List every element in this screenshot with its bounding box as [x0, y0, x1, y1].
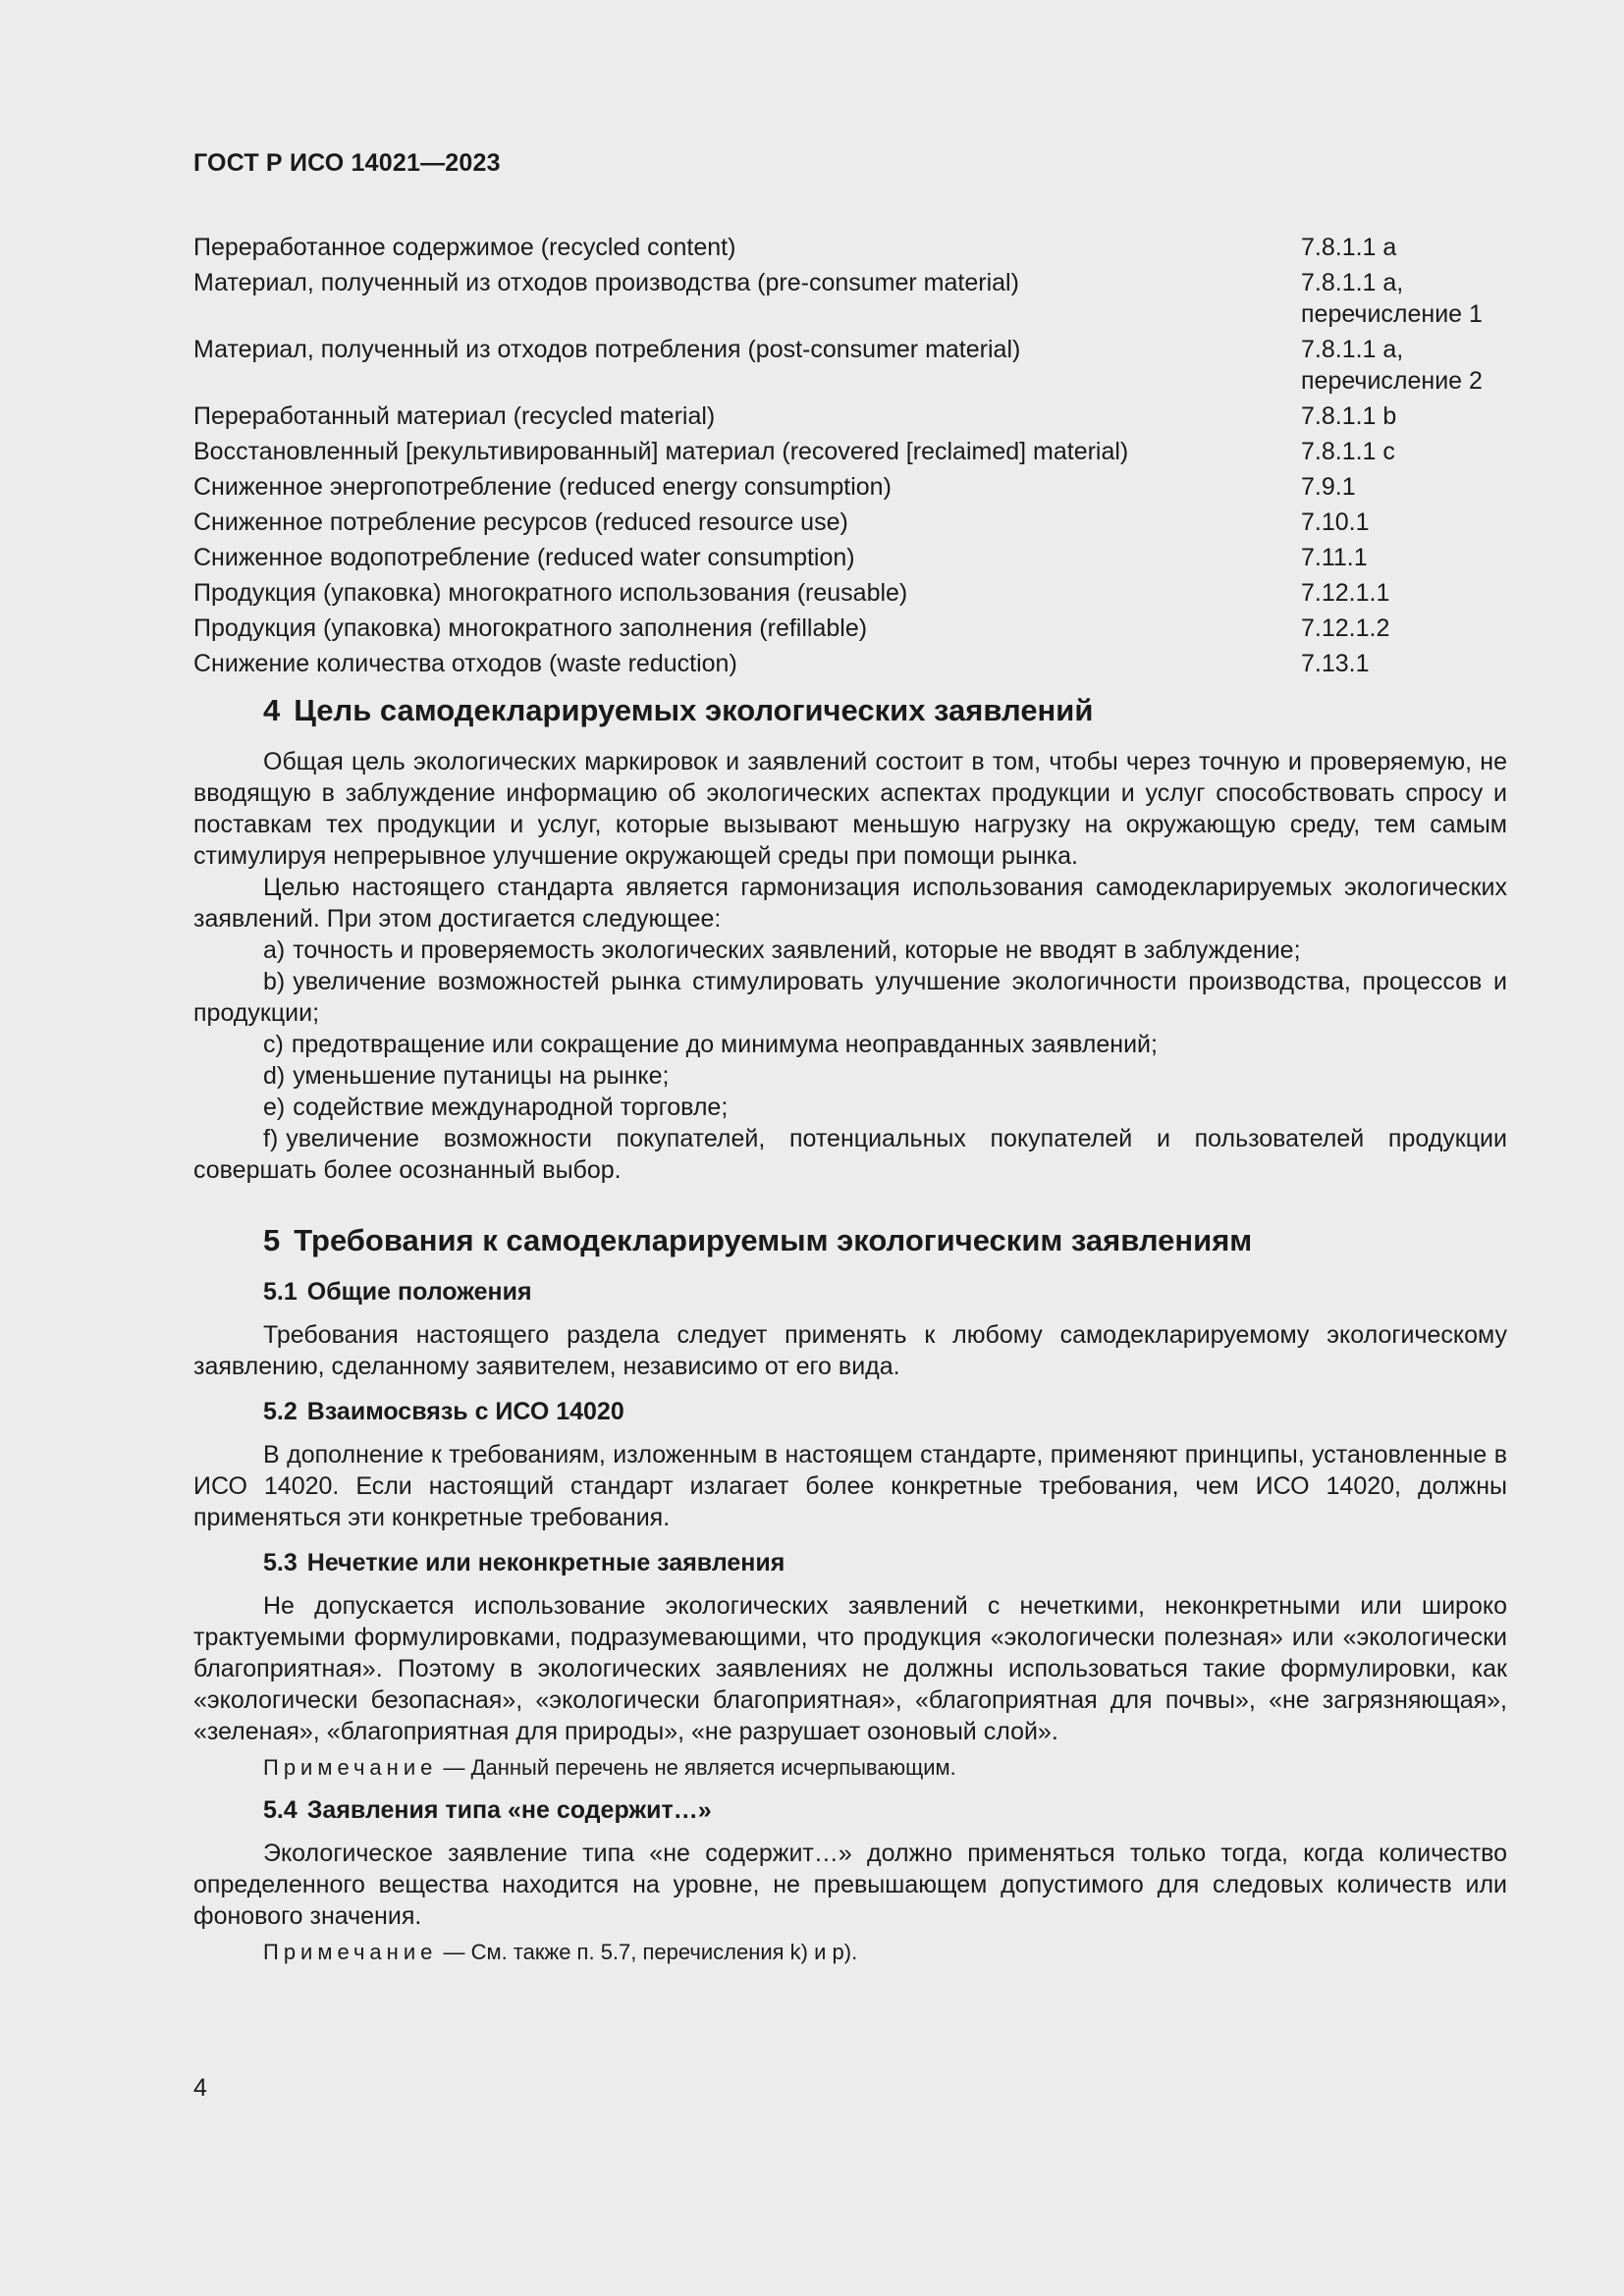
list-item: c) предотвращение или сокращение до минимума неоправданных заявлений; — [263, 1031, 1158, 1058]
index-term: Продукция (упаковка) многократного использования (reusable) — [193, 579, 908, 607]
index-ref: 7.8.1.1 a, перечисление 1 — [1301, 269, 1483, 328]
subsection-5-1-text: Требования настоящего раздела следует применять к любому самодекларируемому экологическому заявлению, сделанному заявителем, независимо от его вида. — [193, 1321, 1507, 1380]
section-4-paragraph: Общая цель экологических маркировок и заявлений состоит в том, чтобы через точную и проверяемую, не вводящую в заблуждение информацию об экологических аспектах продукции и услуг способствовать спросу и поставкам тех продукции и услуг, которые вызывают меньшую нагрузку на окружающую среду, тем самым стимулируя непрерывное улучшение окружающей среды при помощи рынка. — [193, 748, 1507, 870]
subsection-5-3-heading: 5.3 Нечеткие или неконкретные заявления — [263, 1549, 785, 1576]
index-ref: 7.8.1.1 c — [1301, 438, 1395, 465]
list-item: e) содействие международной торговле; — [263, 1094, 729, 1121]
subsection-5-1-heading: 5.1 Общие положения — [263, 1278, 532, 1306]
index-ref: 7.11.1 — [1301, 544, 1368, 571]
index-row — [193, 436, 1507, 467]
note: Примечание — Данный перечень не является исчерпывающим. — [263, 1755, 956, 1780]
subsection-5-2-text: В дополнение к требованиям, изложенным в настоящем стандарте, применяют принципы, установленные в ИСО 14020. Если настоящий стандарт излагает более конкретные требования, чем ИСО 14020, должны применяться эти конкретные требования. — [193, 1441, 1507, 1531]
index-row — [193, 471, 1507, 503]
list-item: a) точность и проверяемость экологических заявлений, которые не вводят в заблуждение; — [263, 936, 1301, 964]
index-term: Материал, полученный из отходов потребления (post-consumer material) — [193, 336, 1021, 363]
index-term: Восстановленный [рекультивированный] материал (recovered [reclaimed] material) — [193, 438, 1129, 465]
subsection-5-4-text: Экологическое заявление типа «не содержит…» должно применяться только тогда, когда количество определенного вещества находится на уровне, не превышающем допустимого для следовых количеств или фонового значения. — [193, 1840, 1507, 1930]
index-ref: 7.8.1.1 a — [1301, 234, 1397, 261]
index-row — [193, 267, 1507, 330]
index-row — [193, 507, 1507, 538]
index-row — [193, 613, 1507, 644]
index-term: Материал, полученный из отходов производства (pre-consumer material) — [193, 269, 1019, 296]
index-row — [193, 232, 1507, 263]
index-ref: 7.10.1 — [1301, 508, 1370, 536]
index-term: Сниженное потребление ресурсов (reduced resource use) — [193, 508, 848, 536]
subsection-5-2-heading: 5.2 Взаимосвязь с ИСО 14020 — [263, 1398, 624, 1425]
index-ref: 7.12.1.1 — [1301, 579, 1390, 607]
index-row — [193, 648, 1507, 679]
list-item: d) уменьшение путаницы на рынке; — [263, 1062, 670, 1090]
index-ref: 7.12.1.2 — [1301, 614, 1390, 642]
index-ref: 7.8.1.1 a, перечисление 2 — [1301, 336, 1483, 395]
index-row — [193, 542, 1507, 573]
index-ref: 7.9.1 — [1301, 473, 1356, 501]
page-number: 4 — [193, 2074, 207, 2102]
list-item: f) увеличение возможности покупателей, потенциальных покупателей и пользователей продукции совершать более осознанный выбор. — [193, 1125, 1507, 1184]
index-term: Переработанный материал (recycled material) — [193, 402, 716, 430]
index-term: Переработанное содержимое (recycled content) — [193, 234, 736, 261]
subsection-5-3-text: Не допускается использование экологических заявлений с нечеткими, неконкретными или широко трактуемыми формулировками, подразумевающими, что продукция «экологически полезная» или «экологически благоприятная». Поэтому в экологических заявлениях не должны использоваться такие формулировки, как «экологически безопасная», «экологически благоприятная», «благоприятная для почвы», «не загрязняющая», «зеленая», «благоприятная для природы», «не разрушает озоновый слой». — [193, 1592, 1507, 1745]
page-content — [193, 232, 1507, 1967]
index-row — [193, 334, 1507, 397]
index-term: Сниженное водопотребление (reduced water consumption) — [193, 544, 855, 571]
list-item: b) увеличение возможностей рынка стимулировать улучшение экологичности производства, процессов и продукции; — [193, 968, 1507, 1027]
index-term: Продукция (упаковка) многократного заполнения (refillable) — [193, 614, 868, 642]
document-header: ГОСТ Р ИСО 14021—2023 — [193, 149, 501, 177]
index-ref: 7.8.1.1 b — [1301, 402, 1397, 430]
section-5-heading: 5 Требования к самодекларируемым экологическим заявлениям — [263, 1223, 1253, 1257]
section-4-heading: 4 Цель самодекларируемых экологических заявлений — [263, 693, 1094, 727]
index-row — [193, 400, 1507, 432]
index-ref: 7.13.1 — [1301, 650, 1370, 677]
index-term: Снижение количества отходов (waste reduction) — [193, 650, 737, 677]
subsection-5-4-heading: 5.4 Заявления типа «не содержит…» — [263, 1796, 712, 1824]
index-term: Сниженное энергопотребление (reduced energy consumption) — [193, 473, 892, 501]
note: Примечание — См. также п. 5.7, перечисления k) и p). — [263, 1940, 858, 1964]
section-4-paragraph: Целью настоящего стандарта является гармонизация использования самодекларируемых экологических заявлений. При этом достигается следующее: — [193, 874, 1507, 933]
index-row — [193, 577, 1507, 609]
terms-index — [193, 232, 1507, 679]
